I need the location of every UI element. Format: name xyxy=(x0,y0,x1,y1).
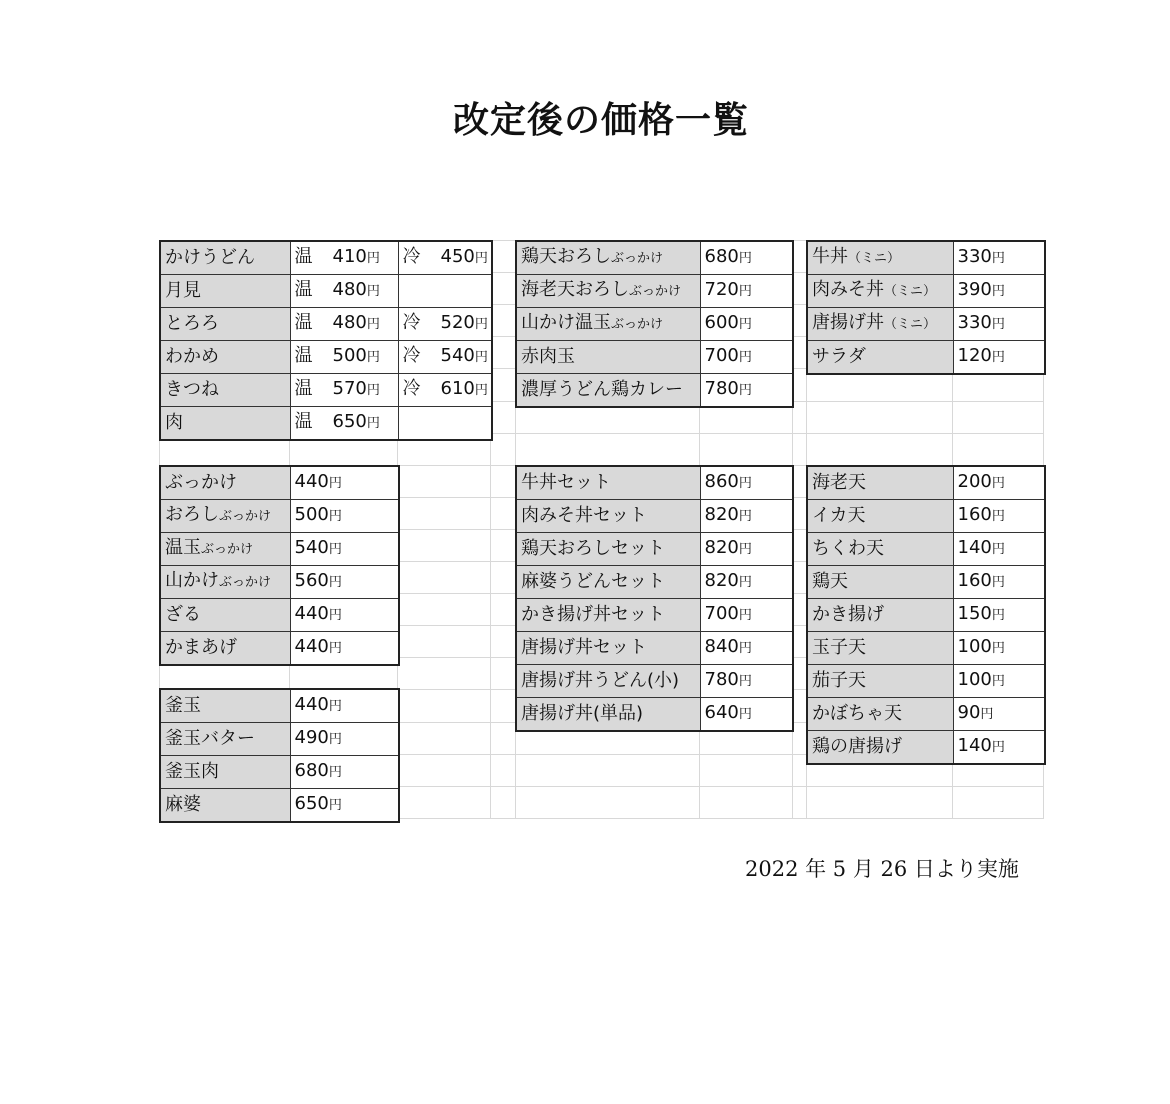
item-name-cell xyxy=(160,500,290,533)
yen-unit: 円 xyxy=(991,251,1005,266)
yen-unit: 円 xyxy=(328,765,342,780)
table-row xyxy=(516,308,793,341)
yen-unit: 円 xyxy=(738,251,752,266)
price-value: 330 xyxy=(957,246,992,267)
price-cell xyxy=(953,731,1045,765)
yen-unit: 円 xyxy=(738,350,752,365)
item-name-suffix: ぶっかけ xyxy=(219,575,272,590)
item-name-cell xyxy=(807,500,953,533)
table-row xyxy=(160,500,399,533)
price-value: 700 xyxy=(704,345,739,366)
price-value: 720 xyxy=(704,279,739,300)
price-value: 820 xyxy=(704,537,739,558)
table-row xyxy=(516,341,793,374)
price-value: 570 xyxy=(332,378,367,399)
temperature-label: 温 xyxy=(294,246,313,267)
price-cell xyxy=(290,599,399,632)
price-value: 160 xyxy=(957,504,992,525)
price-value: 390 xyxy=(957,279,992,300)
item-name-cell xyxy=(516,698,700,732)
price-value: 480 xyxy=(332,279,367,300)
item-name: かき揚げ xyxy=(812,604,884,625)
yen-unit: 円 xyxy=(738,476,752,491)
price-value: 440 xyxy=(294,636,329,657)
price-value: 140 xyxy=(957,735,992,756)
item-name-suffix: （ミニ） xyxy=(884,317,937,332)
yen-unit: 円 xyxy=(474,383,488,398)
price-value: 840 xyxy=(704,636,739,657)
price-value: 560 xyxy=(294,570,329,591)
temperature-label: 温 xyxy=(294,411,313,432)
price-cell xyxy=(953,341,1045,375)
item-name: 麻婆うどんセット xyxy=(521,571,665,592)
item-name: 麻婆 xyxy=(165,794,201,815)
price-cell xyxy=(953,275,1045,308)
bukkake-price-table xyxy=(159,465,400,666)
price-value: 440 xyxy=(294,694,329,715)
special-udon-price-table xyxy=(515,240,794,408)
yen-unit: 円 xyxy=(366,317,380,332)
yen-unit: 円 xyxy=(738,707,752,722)
price-cell xyxy=(290,341,398,374)
item-name-cell xyxy=(160,275,290,308)
item-name-cell xyxy=(516,566,700,599)
price-cell xyxy=(700,500,793,533)
udon-price-table xyxy=(159,240,493,441)
yen-unit: 円 xyxy=(738,608,752,623)
temperature-label: 冷 xyxy=(402,246,421,267)
yen-unit: 円 xyxy=(738,542,752,557)
price-value: 650 xyxy=(294,793,329,814)
price-value: 820 xyxy=(704,504,739,525)
yen-unit: 円 xyxy=(738,383,752,398)
yen-unit: 円 xyxy=(991,350,1005,365)
item-name-cell xyxy=(516,599,700,632)
price-cell xyxy=(290,632,399,666)
item-name: 濃厚うどん鶏カレー xyxy=(521,379,683,400)
price-cell xyxy=(700,374,793,408)
item-name: 釜玉肉 xyxy=(165,761,219,782)
item-name: かまあげ xyxy=(165,637,237,658)
item-name: 鶏の唐揚げ xyxy=(812,736,902,757)
temperature-label: 温 xyxy=(294,312,313,333)
yen-unit: 円 xyxy=(328,509,342,524)
price-cell xyxy=(290,756,399,789)
item-name-cell xyxy=(807,341,953,375)
price-value: 440 xyxy=(294,471,329,492)
yen-unit: 円 xyxy=(328,608,342,623)
price-cell xyxy=(953,632,1045,665)
table-row xyxy=(807,599,1045,632)
table-row xyxy=(160,632,399,666)
price-cell xyxy=(700,275,793,308)
yen-unit: 円 xyxy=(366,284,380,299)
item-name-cell xyxy=(807,308,953,341)
price-cell xyxy=(953,500,1045,533)
table-row xyxy=(160,723,399,756)
item-name: サラダ xyxy=(812,346,866,367)
price-value: 450 xyxy=(440,246,475,267)
item-name-suffix: ぶっかけ xyxy=(219,509,272,524)
item-name-cell xyxy=(516,500,700,533)
yen-unit: 円 xyxy=(991,317,1005,332)
item-name-suffix: ぶっかけ xyxy=(611,317,664,332)
item-name-cell xyxy=(516,466,700,500)
item-name: 海老天おろし xyxy=(521,279,629,300)
price-cell xyxy=(398,275,492,308)
price-value: 100 xyxy=(957,636,992,657)
price-cell xyxy=(953,241,1045,275)
price-cell xyxy=(700,599,793,632)
price-cell xyxy=(953,466,1045,500)
price-cell xyxy=(290,241,398,275)
item-name: 牛丼セット xyxy=(521,472,611,493)
item-name: 鶏天 xyxy=(812,571,848,592)
yen-unit: 円 xyxy=(328,476,342,491)
price-value: 150 xyxy=(957,603,992,624)
table-row xyxy=(516,566,793,599)
price-value: 410 xyxy=(332,246,367,267)
yen-unit: 円 xyxy=(474,317,488,332)
table-row xyxy=(516,241,793,275)
yen-unit: 円 xyxy=(991,608,1005,623)
yen-unit: 円 xyxy=(474,251,488,266)
item-name: 茄子天 xyxy=(812,670,866,691)
table-row xyxy=(160,566,399,599)
price-value: 650 xyxy=(332,411,367,432)
item-name: 肉みそ丼セット xyxy=(521,505,647,526)
yen-unit: 円 xyxy=(991,509,1005,524)
item-name-cell xyxy=(807,665,953,698)
price-value: 90 xyxy=(957,702,981,723)
yen-unit: 円 xyxy=(328,542,342,557)
price-cell xyxy=(398,407,492,441)
item-name: 唐揚げ丼(単品) xyxy=(521,703,644,724)
item-name: ぶっかけ xyxy=(165,472,237,493)
item-name: 釜玉バター xyxy=(165,728,255,749)
item-name-cell xyxy=(807,599,953,632)
temperature-label: 冷 xyxy=(402,312,421,333)
item-name: かぼちゃ天 xyxy=(812,703,902,724)
temperature-label: 温 xyxy=(294,345,313,366)
table-row xyxy=(807,632,1045,665)
item-name: 月見 xyxy=(165,280,201,301)
temperature-label: 冷 xyxy=(402,345,421,366)
yen-unit: 円 xyxy=(366,350,380,365)
item-name-suffix: ぶっかけ xyxy=(201,542,254,557)
tempura-price-table xyxy=(806,465,1046,765)
table-row xyxy=(807,275,1045,308)
item-name-cell xyxy=(160,689,290,723)
table-row xyxy=(160,241,492,275)
item-name-cell xyxy=(807,698,953,731)
table-row xyxy=(160,689,399,723)
item-name-cell xyxy=(160,466,290,500)
table-row xyxy=(807,665,1045,698)
table-row xyxy=(807,698,1045,731)
price-value: 140 xyxy=(957,537,992,558)
item-name: 肉 xyxy=(165,412,183,433)
yen-unit: 円 xyxy=(366,383,380,398)
item-name-cell xyxy=(807,632,953,665)
price-cell xyxy=(398,241,492,275)
price-value: 520 xyxy=(440,312,475,333)
price-cell xyxy=(953,308,1045,341)
item-name-cell xyxy=(807,731,953,765)
price-cell xyxy=(700,698,793,732)
item-name: 海老天 xyxy=(812,472,866,493)
price-cell xyxy=(290,308,398,341)
item-name-cell xyxy=(807,241,953,275)
price-cell xyxy=(700,466,793,500)
price-value: 540 xyxy=(440,345,475,366)
price-value: 500 xyxy=(294,504,329,525)
price-cell xyxy=(953,599,1045,632)
yen-unit: 円 xyxy=(738,674,752,689)
yen-unit: 円 xyxy=(991,674,1005,689)
table-row xyxy=(516,466,793,500)
item-name-cell xyxy=(516,632,700,665)
yen-unit: 円 xyxy=(738,284,752,299)
price-cell xyxy=(700,665,793,698)
yen-unit: 円 xyxy=(474,350,488,365)
item-name: とろろ xyxy=(165,313,219,334)
price-value: 490 xyxy=(294,727,329,748)
price-value: 640 xyxy=(704,702,739,723)
yen-unit: 円 xyxy=(328,699,342,714)
item-name-cell xyxy=(807,466,953,500)
effective-date: 2022 年 5 月 26 日より実施 xyxy=(745,857,1019,881)
price-cell xyxy=(700,308,793,341)
yen-unit: 円 xyxy=(980,707,994,722)
table-row xyxy=(160,341,492,374)
item-name: 温玉 xyxy=(165,537,201,558)
price-cell xyxy=(700,341,793,374)
item-name: 赤肉玉 xyxy=(521,346,575,367)
table-row xyxy=(807,500,1045,533)
table-row xyxy=(807,466,1045,500)
price-cell xyxy=(290,723,399,756)
table-row xyxy=(160,275,492,308)
price-cell xyxy=(953,698,1045,731)
yen-unit: 円 xyxy=(328,641,342,656)
price-value: 540 xyxy=(294,537,329,558)
item-name-cell xyxy=(160,308,290,341)
item-name-cell xyxy=(160,341,290,374)
table-row xyxy=(516,533,793,566)
price-cell xyxy=(398,374,492,407)
item-name: おろし xyxy=(165,504,219,525)
table-row xyxy=(160,533,399,566)
price-value: 780 xyxy=(704,378,739,399)
yen-unit: 円 xyxy=(738,317,752,332)
table-row xyxy=(516,698,793,732)
table-row xyxy=(160,308,492,341)
yen-unit: 円 xyxy=(328,575,342,590)
item-name: 鶏天おろしセット xyxy=(521,538,665,559)
yen-unit: 円 xyxy=(328,732,342,747)
item-name-cell xyxy=(807,275,953,308)
price-value: 440 xyxy=(294,603,329,624)
price-value: 330 xyxy=(957,312,992,333)
price-value: 100 xyxy=(957,669,992,690)
temperature-label: 温 xyxy=(294,279,313,300)
item-name-cell xyxy=(516,665,700,698)
price-value: 120 xyxy=(957,345,992,366)
table-row xyxy=(807,308,1045,341)
price-cell xyxy=(290,500,399,533)
temperature-label: 温 xyxy=(294,378,313,399)
table-row xyxy=(160,466,399,500)
item-name: 山かけ xyxy=(165,570,219,591)
table-row xyxy=(516,500,793,533)
table-row xyxy=(807,241,1045,275)
price-value: 200 xyxy=(957,471,992,492)
item-name-cell xyxy=(516,308,700,341)
yen-unit: 円 xyxy=(991,575,1005,590)
price-cell xyxy=(290,407,398,441)
page-title: 改定後の価格一覧 xyxy=(452,99,749,141)
item-name-cell xyxy=(516,374,700,408)
table-row xyxy=(516,599,793,632)
table-row xyxy=(516,632,793,665)
item-name: わかめ xyxy=(165,346,219,367)
table-row xyxy=(160,789,399,823)
price-cell xyxy=(290,374,398,407)
item-name: 肉みそ丼 xyxy=(812,279,884,300)
item-name-cell xyxy=(160,533,290,566)
price-cell xyxy=(290,466,399,500)
price-value: 820 xyxy=(704,570,739,591)
table-row xyxy=(807,533,1045,566)
item-name-cell xyxy=(160,632,290,666)
price-cell xyxy=(290,789,399,823)
table-row xyxy=(160,374,492,407)
price-value: 610 xyxy=(440,378,475,399)
item-name-cell xyxy=(160,566,290,599)
item-name: 唐揚げ丼 xyxy=(812,312,884,333)
yen-unit: 円 xyxy=(991,740,1005,755)
item-name: かけうどん xyxy=(165,247,255,268)
price-cell xyxy=(953,533,1045,566)
yen-unit: 円 xyxy=(366,251,380,266)
price-cell xyxy=(290,689,399,723)
price-value: 600 xyxy=(704,312,739,333)
item-name-suffix: （ミニ） xyxy=(848,251,901,266)
item-name-cell xyxy=(807,533,953,566)
yen-unit: 円 xyxy=(738,641,752,656)
price-cell xyxy=(953,566,1045,599)
table-row xyxy=(807,731,1045,765)
price-value: 780 xyxy=(704,669,739,690)
item-name: 唐揚げ丼セット xyxy=(521,637,647,658)
price-cell xyxy=(290,566,399,599)
yen-unit: 円 xyxy=(738,575,752,590)
mini-bowl-price-table xyxy=(806,240,1046,375)
item-name: ちくわ天 xyxy=(812,538,884,559)
table-row xyxy=(807,566,1045,599)
price-cell xyxy=(290,275,398,308)
item-name: 唐揚げ丼うどん(小) xyxy=(521,670,680,691)
price-value: 680 xyxy=(704,246,739,267)
set-menu-price-table xyxy=(515,465,794,732)
item-name-cell xyxy=(516,341,700,374)
price-value: 860 xyxy=(704,471,739,492)
price-value: 700 xyxy=(704,603,739,624)
price-cell xyxy=(398,341,492,374)
item-name-cell xyxy=(160,599,290,632)
price-cell xyxy=(398,308,492,341)
item-name-suffix: ぶっかけ xyxy=(611,251,664,266)
price-cell xyxy=(700,533,793,566)
price-value: 160 xyxy=(957,570,992,591)
item-name-cell xyxy=(160,756,290,789)
table-row xyxy=(160,599,399,632)
price-value: 680 xyxy=(294,760,329,781)
item-name: 玉子天 xyxy=(812,637,866,658)
table-row xyxy=(160,756,399,789)
price-cell xyxy=(700,566,793,599)
yen-unit: 円 xyxy=(328,798,342,813)
price-cell xyxy=(290,533,399,566)
price-value: 480 xyxy=(332,312,367,333)
price-cell xyxy=(953,665,1045,698)
yen-unit: 円 xyxy=(366,416,380,431)
item-name-cell xyxy=(160,374,290,407)
item-name-cell xyxy=(160,407,290,441)
price-cell xyxy=(700,632,793,665)
item-name-cell xyxy=(160,723,290,756)
table-row xyxy=(516,665,793,698)
yen-unit: 円 xyxy=(738,509,752,524)
item-name-suffix: ぶっかけ xyxy=(629,284,682,299)
yen-unit: 円 xyxy=(991,476,1005,491)
item-name-cell xyxy=(160,241,290,275)
price-value: 500 xyxy=(332,345,367,366)
table-row xyxy=(807,341,1045,375)
item-name-cell xyxy=(516,275,700,308)
item-name: 鶏天おろし xyxy=(521,246,611,267)
item-name: 山かけ温玉 xyxy=(521,312,611,333)
temperature-label: 冷 xyxy=(402,378,421,399)
item-name: イカ天 xyxy=(812,505,866,526)
item-name: ざる xyxy=(165,604,201,625)
table-row xyxy=(160,407,492,441)
item-name-cell xyxy=(516,241,700,275)
item-name-cell xyxy=(807,566,953,599)
table-row xyxy=(516,374,793,408)
item-name: 釜玉 xyxy=(165,695,201,716)
price-cell xyxy=(700,241,793,275)
item-name: 牛丼 xyxy=(812,246,848,267)
kamatama-price-table xyxy=(159,688,400,823)
item-name: かき揚げ丼セット xyxy=(521,604,665,625)
item-name-cell xyxy=(160,789,290,823)
item-name-suffix: （ミニ） xyxy=(884,284,937,299)
item-name: きつね xyxy=(165,379,219,400)
yen-unit: 円 xyxy=(991,284,1005,299)
item-name-cell xyxy=(516,533,700,566)
table-row xyxy=(516,275,793,308)
yen-unit: 円 xyxy=(991,641,1005,656)
yen-unit: 円 xyxy=(991,542,1005,557)
